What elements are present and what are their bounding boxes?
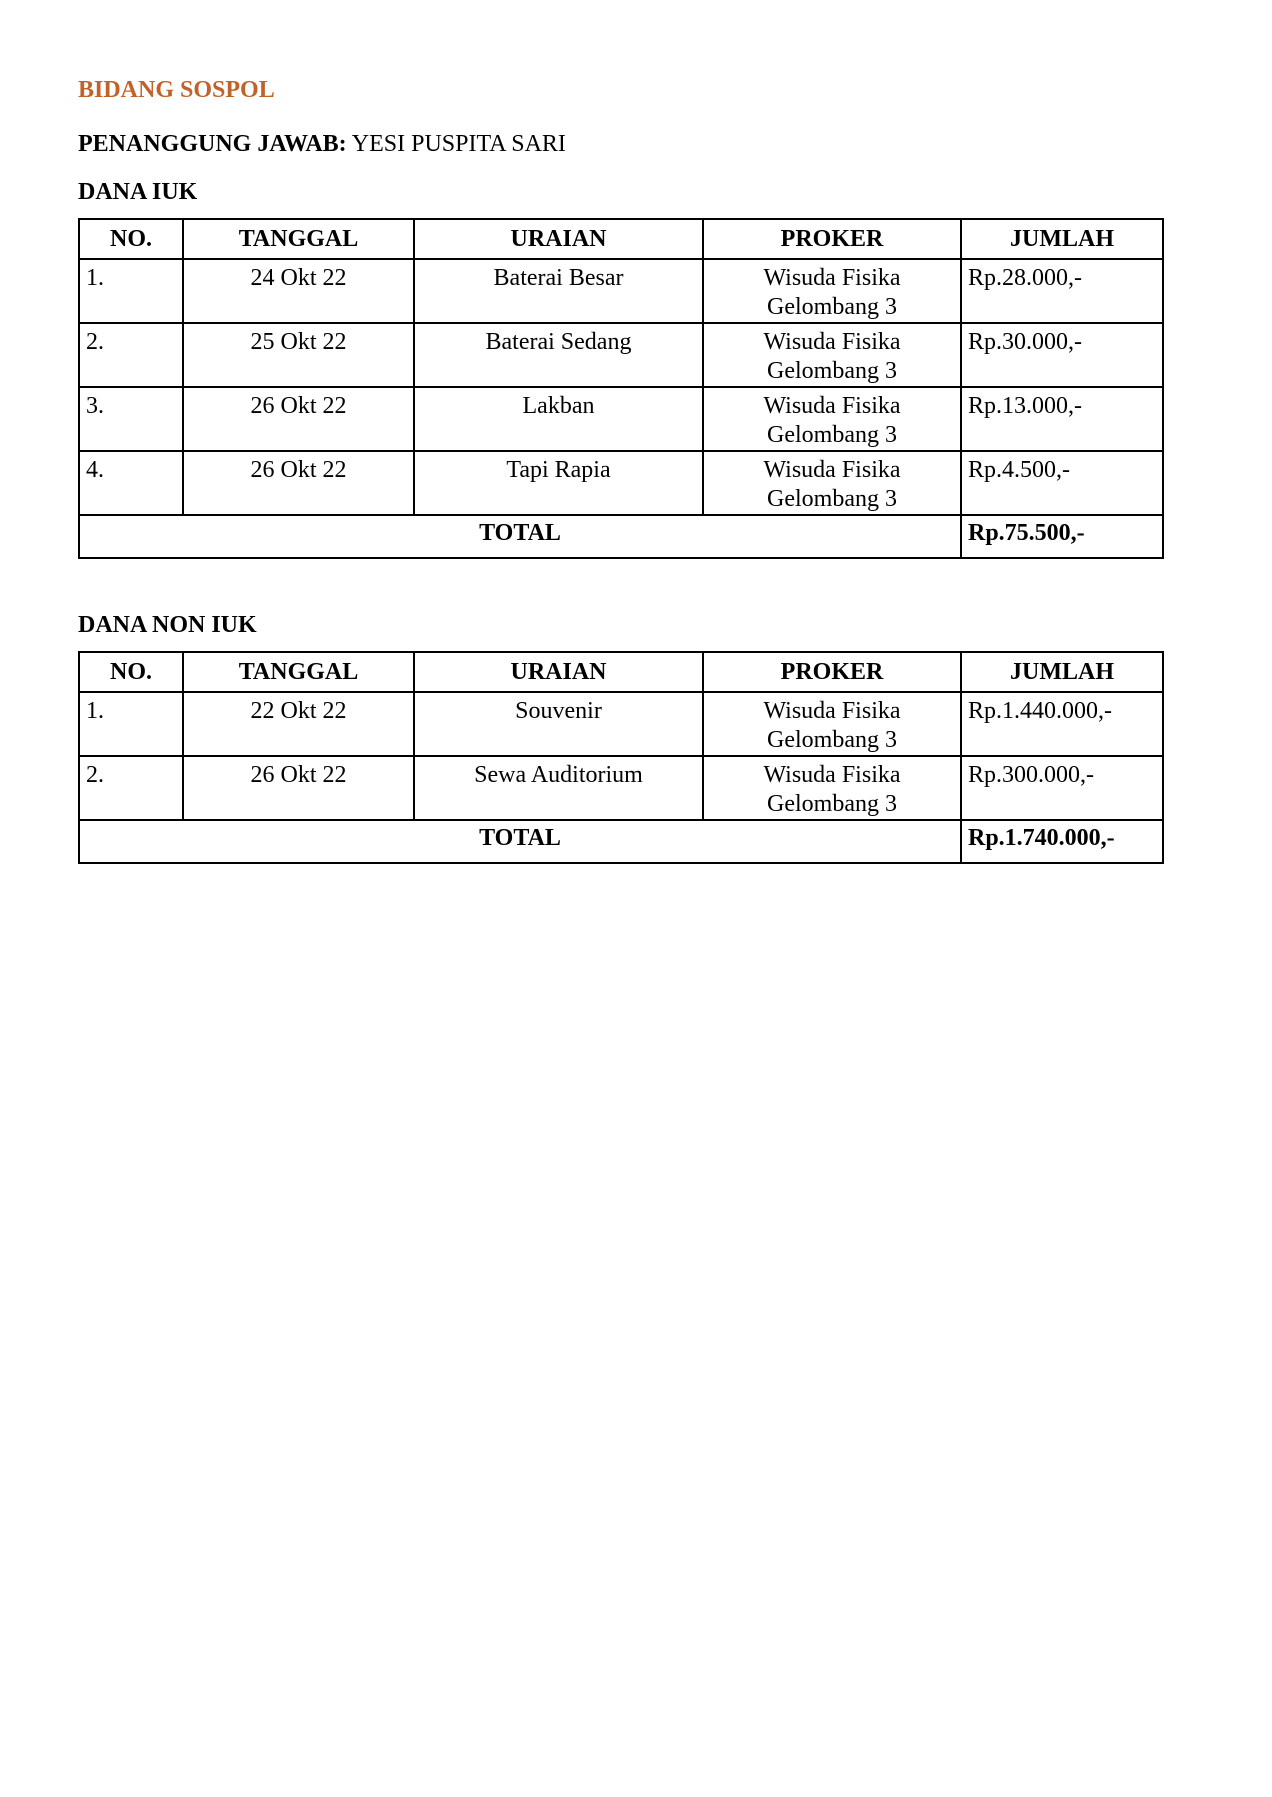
cell-uraian: Lakban <box>414 387 703 451</box>
cell-no: 3. <box>79 387 183 451</box>
cell-uraian: Sewa Auditorium <box>414 756 703 820</box>
table-header-row <box>79 219 1163 259</box>
cell-uraian: Baterai Besar <box>414 259 703 323</box>
col-header-tanggal: TANGGAL <box>183 219 414 259</box>
table-row <box>79 387 1163 451</box>
cell-proker <box>703 756 961 820</box>
total-row <box>79 820 1163 863</box>
proker-line-2: Gelombang 3 <box>767 486 897 512</box>
cell-tanggal: 26 Okt 22 <box>183 756 414 820</box>
table-row <box>79 692 1163 756</box>
cell-tanggal: 26 Okt 22 <box>183 451 414 515</box>
cell-jumlah: Rp.1.440.000,- <box>961 692 1163 756</box>
cell-tanggal: 26 Okt 22 <box>183 387 414 451</box>
proker-line-2: Gelombang 3 <box>767 727 897 753</box>
proker-line-2: Gelombang 3 <box>767 422 897 448</box>
table-row <box>79 259 1163 323</box>
col-header-proker: PROKER <box>703 652 961 692</box>
dana-non-iuk-table <box>78 651 1164 864</box>
cell-tanggal: 24 Okt 22 <box>183 259 414 323</box>
cell-no: 2. <box>79 323 183 387</box>
proker-line-1: Wisuda Fisika <box>763 457 901 483</box>
cell-jumlah: Rp.30.000,- <box>961 323 1163 387</box>
dana-iuk-table <box>78 218 1164 559</box>
cell-no: 1. <box>79 692 183 756</box>
proker-line-1: Wisuda Fisika <box>763 762 901 788</box>
col-header-uraian: URAIAN <box>414 219 703 259</box>
section-title: BIDANG SOSPOL <box>78 77 275 103</box>
total-value: Rp.75.500,- <box>961 515 1163 558</box>
col-header-no: NO. <box>79 652 183 692</box>
cell-jumlah: Rp.28.000,- <box>961 259 1163 323</box>
cell-jumlah: Rp.300.000,- <box>961 756 1163 820</box>
dana-iuk-title: DANA IUK <box>78 179 198 205</box>
col-header-no: NO. <box>79 219 183 259</box>
total-row <box>79 515 1163 558</box>
cell-no: 1. <box>79 259 183 323</box>
proker-line-2: Gelombang 3 <box>767 294 897 320</box>
col-header-tanggal: TANGGAL <box>183 652 414 692</box>
col-header-jumlah: JUMLAH <box>961 652 1163 692</box>
proker-line-1: Wisuda Fisika <box>763 265 901 291</box>
pj-label: PENANGGUNG JAWAB: <box>78 131 347 157</box>
total-value: Rp.1.740.000,- <box>961 820 1163 863</box>
cell-proker <box>703 692 961 756</box>
cell-jumlah: Rp.13.000,- <box>961 387 1163 451</box>
total-label: TOTAL <box>79 515 961 558</box>
cell-uraian: Baterai Sedang <box>414 323 703 387</box>
table-row <box>79 323 1163 387</box>
cell-proker <box>703 259 961 323</box>
col-header-uraian: URAIAN <box>414 652 703 692</box>
cell-no: 2. <box>79 756 183 820</box>
proker-line-2: Gelombang 3 <box>767 358 897 384</box>
proker-line-1: Wisuda Fisika <box>763 329 901 355</box>
total-label: TOTAL <box>79 820 961 863</box>
cell-proker <box>703 451 961 515</box>
penanggung-jawab <box>78 128 1162 160</box>
document-page <box>78 74 1162 864</box>
table-row <box>79 451 1163 515</box>
cell-no: 4. <box>79 451 183 515</box>
cell-tanggal: 22 Okt 22 <box>183 692 414 756</box>
table-row <box>79 756 1163 820</box>
dana-non-iuk-title: DANA NON IUK <box>78 612 257 638</box>
cell-proker <box>703 323 961 387</box>
proker-line-1: Wisuda Fisika <box>763 698 901 724</box>
table-header-row <box>79 652 1163 692</box>
pj-name: YESI PUSPITA SARI <box>351 131 566 157</box>
cell-tanggal: 25 Okt 22 <box>183 323 414 387</box>
cell-uraian: Tapi Rapia <box>414 451 703 515</box>
cell-jumlah: Rp.4.500,- <box>961 451 1163 515</box>
proker-line-2: Gelombang 3 <box>767 791 897 817</box>
proker-line-1: Wisuda Fisika <box>763 393 901 419</box>
cell-uraian: Souvenir <box>414 692 703 756</box>
col-header-jumlah: JUMLAH <box>961 219 1163 259</box>
cell-proker <box>703 387 961 451</box>
col-header-proker: PROKER <box>703 219 961 259</box>
